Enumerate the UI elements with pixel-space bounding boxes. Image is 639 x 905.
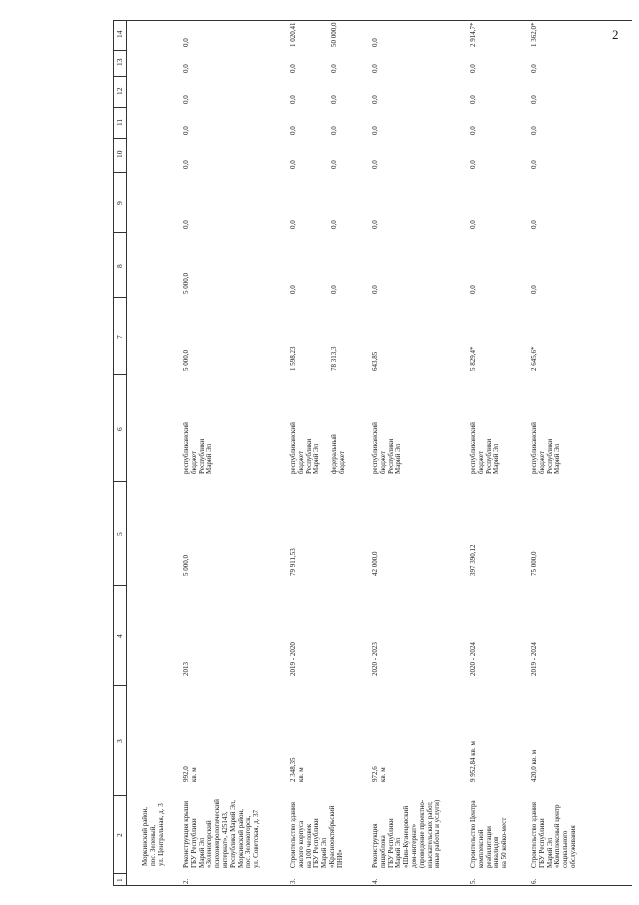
row-value: 643,85: [371, 351, 379, 371]
row-value: 5 000,0: [182, 273, 190, 294]
row-object-name: Реконструкция крыши ГБУ Республики Марий Эл «Зеленогорский психоневрологический интернат», 425143, Республика Марий Эл, Моркинский район, пос. Зеленогорск, ул. Советская, д. 37: [182, 799, 261, 868]
header-col-10: 10: [115, 150, 124, 158]
table-top-border: [113, 20, 632, 21]
row-value: 0,0: [371, 38, 379, 47]
row-value: 0,0: [330, 220, 338, 229]
row-value: 0,0: [530, 95, 538, 104]
row-source: республиканский бюджет Республики Марий Эл: [469, 422, 501, 474]
row-value: 78 313,3: [330, 346, 338, 371]
row-value: 1 020,41: [289, 22, 297, 47]
header-col-divider: [113, 374, 126, 375]
table-left-border: [113, 20, 114, 885]
header-col-7: 7: [115, 334, 124, 339]
row-source: республиканский бюджет Республики Марий Эл: [530, 422, 562, 474]
row-number: 6.: [530, 878, 538, 884]
row-value: 0,0: [469, 220, 477, 229]
row-value: 0,0: [182, 64, 190, 73]
header-col-11: 11: [115, 118, 124, 126]
header-col-divider: [113, 297, 126, 298]
row-value: 0,0: [330, 64, 338, 73]
header-col-9: 9: [115, 201, 124, 205]
header-col-divider: [113, 50, 126, 51]
row-source: федеральный бюджет: [330, 434, 346, 474]
row-value: 0,0: [469, 95, 477, 104]
header-col-12: 12: [115, 87, 124, 95]
header-col-divider: [113, 232, 126, 233]
row-years: 2013: [182, 662, 190, 676]
row-value: 0,0: [530, 126, 538, 135]
row-object-name: Реконструкция пищеблока ГБУ Республики Марий Эл «Шин-Кузнецовский дом-интернат» (проведение проектно- изыскательских работ, иные работы и услуги): [371, 799, 442, 868]
row-value: 0,0: [289, 285, 297, 294]
row-cost: 5 000,0: [182, 555, 190, 576]
row-value: 0,0: [330, 126, 338, 135]
row-value: 0,0: [530, 285, 538, 294]
header-col-divider: [113, 481, 126, 482]
header-col-14: 14: [115, 30, 124, 38]
row-value: 0,0: [469, 285, 477, 294]
header-bottom-border: [126, 20, 127, 885]
row-cost: 397 390,12: [469, 544, 477, 576]
row-value: 1 362,0*: [530, 22, 538, 47]
row-value: 0,0: [469, 64, 477, 73]
row-value: 0,0: [371, 126, 379, 135]
header-col-divider: [113, 138, 126, 139]
row-number: 5.: [469, 878, 477, 884]
row-value: 0,0: [469, 160, 477, 169]
row-value: 5 829,4*: [469, 346, 477, 371]
row-years: 2020 - 2024: [469, 642, 477, 676]
row-value: 0,0: [530, 64, 538, 73]
row-object-name: Строительство здания жилого корпуса на 100 человек ГБУ Республики Марий Эл «Краснооктябрьский ПНИ»: [289, 801, 344, 868]
row-number: 2.: [182, 878, 190, 884]
row-value: 0,0: [530, 220, 538, 229]
row-value: 0,0: [330, 285, 338, 294]
header-col-divider: [113, 107, 126, 108]
header-col-6: 6: [115, 426, 124, 431]
row-value: 0,0: [182, 95, 190, 104]
row-cost: 42 000,0: [371, 551, 379, 576]
row-object-name: Строительство здания ГБУ Республики Марий Эл «Комплексный центр социального обслуживания: [530, 801, 577, 868]
row-source: республиканский бюджет Республики Марий Эл: [182, 422, 214, 474]
row-value: 0,0: [371, 95, 379, 104]
row-value: 1 598,23: [289, 346, 297, 371]
row-cost: 79 911,53: [289, 548, 297, 576]
row-value: 0,0: [289, 220, 297, 229]
header-col-divider: [113, 685, 126, 686]
row-capacity: 2 348,35 кв. м: [289, 757, 305, 782]
row-value: 0,0: [371, 64, 379, 73]
row-value: 0,0: [289, 95, 297, 104]
row-value: 0,0: [371, 160, 379, 169]
row-value: 0,0: [182, 38, 190, 47]
row-capacity: 992,0 кв. м: [182, 766, 198, 782]
row-value: 0,0: [182, 160, 190, 169]
continuation-address: Моркинский район, пос. Зеленый, ул. Центральная, д. 3: [141, 803, 165, 866]
row-years: 2019 - 2024: [530, 642, 538, 676]
row-value: 0,0: [469, 126, 477, 135]
header-col-divider: [113, 172, 126, 173]
row-number: 4.: [371, 878, 379, 884]
row-capacity: 9 952,84 кв. м: [469, 741, 477, 782]
row-value: 0,0: [182, 220, 190, 229]
row-value: 0,0: [371, 220, 379, 229]
row-value: 2 645,6*: [530, 346, 538, 371]
table-bottom-border: [113, 885, 632, 886]
row-years: 2019 - 2020: [289, 642, 297, 676]
header-col-divider: [113, 585, 126, 586]
row-object-name: Строительство Центра комплексной реабилитации инвалидов на 50 койко-мест: [469, 800, 509, 868]
page-number: 2: [612, 27, 619, 42]
header-col-3: 3: [115, 739, 124, 743]
row-value: 0,0: [330, 160, 338, 169]
header-col-divider: [113, 873, 126, 874]
header-col-13: 13: [115, 58, 124, 66]
row-value: 0,0: [289, 64, 297, 73]
header-col-divider: [113, 76, 126, 77]
header-col-divider: [113, 795, 126, 796]
row-value: 0,0: [289, 126, 297, 135]
row-capacity: 420,0 кв. м: [530, 749, 538, 782]
row-source: республиканский бюджет Республики Марий Эл: [289, 422, 321, 474]
row-source: республиканский бюджет Республики Марий Эл: [371, 422, 403, 474]
row-value: 0,0: [330, 95, 338, 104]
row-value: 0,0: [182, 126, 190, 135]
row-years: 2020 - 2023: [371, 642, 379, 676]
row-value: 0,0: [530, 160, 538, 169]
header-col-4: 4: [115, 634, 124, 638]
header-col-5: 5: [115, 532, 124, 536]
header-col-2: 2: [115, 833, 124, 837]
row-cost: 75 000,0: [530, 551, 538, 576]
row-value: 0,0: [289, 160, 297, 169]
row-value: 5 000,0: [182, 350, 190, 371]
row-value: 50 000,0: [330, 22, 338, 47]
row-value: 2 914,7*: [469, 22, 477, 47]
header-col-1: 1: [115, 878, 124, 882]
header-col-8: 8: [115, 263, 124, 268]
row-value: 0,0: [371, 285, 379, 294]
row-number: 3.: [289, 878, 297, 884]
row-capacity: 972,6 кв. м: [371, 766, 387, 782]
